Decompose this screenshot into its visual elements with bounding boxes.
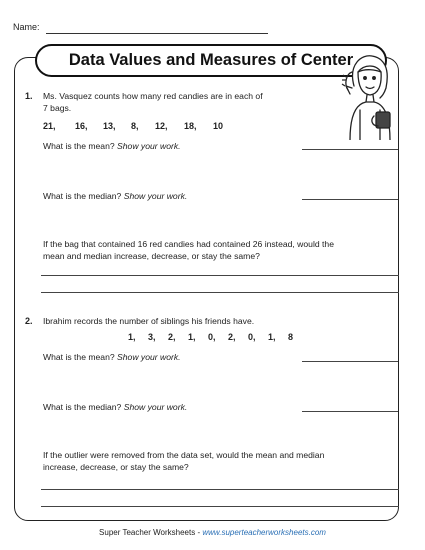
footer-link[interactable]: www.superteacherworksheets.com [202, 528, 326, 537]
q2-data-value: 0, [248, 332, 256, 342]
q1-prompt-line1: Ms. Vasquez counts how many red candies are in each of [43, 91, 263, 101]
q2-data-value: 0, [208, 332, 216, 342]
q1-followup-line1: If the bag that contained 16 red candies had contained 26 instead, would the [43, 239, 334, 249]
q2-mean-question [43, 351, 181, 363]
q1-followup-line2: mean and median increase, decrease, or stay the same? [43, 251, 260, 261]
q2-median-answer-line[interactable] [302, 411, 398, 412]
q2-mean-text: What is the mean? [43, 352, 115, 362]
q2-median-text: What is the median? [43, 402, 122, 412]
footer [0, 528, 425, 537]
q1-data-value: 16, [75, 121, 88, 131]
q2-data-value: 1, [128, 332, 136, 342]
q1-median-show-work: Show your work. [123, 191, 188, 201]
q2-followup-answer-line[interactable] [41, 489, 399, 490]
q1-prompt [43, 90, 313, 114]
q2-data-value: 1, [188, 332, 196, 342]
q2-number: 2. [25, 316, 33, 326]
q1-data-values [43, 121, 273, 131]
q1-median-text: What is the median? [43, 191, 122, 201]
q1-followup-answer-line[interactable] [41, 275, 399, 276]
q2-followup-line1: If the outlier were removed from the data set, would the mean and median [43, 450, 325, 460]
footer-brand: Super Teacher Worksheets [99, 528, 196, 537]
q2-median-question [43, 401, 187, 413]
q2-mean-show-work: Show your work. [117, 352, 181, 362]
q1-data-value: 13, [103, 121, 116, 131]
q2-followup-line2: increase, decrease, or stay the same? [43, 462, 189, 472]
q1-number: 1. [25, 91, 33, 101]
q2-followup-answer-line[interactable] [41, 506, 399, 507]
title-banner [35, 44, 387, 77]
q1-median-question [43, 190, 187, 202]
q2-data-value: 1, [268, 332, 276, 342]
name-field[interactable] [46, 33, 268, 34]
q2-mean-answer-line[interactable] [302, 361, 398, 362]
girl-with-candy-illustration [340, 50, 400, 140]
q1-mean-question [43, 140, 181, 152]
q1-median-answer-line[interactable] [302, 199, 398, 200]
q2-data-value: 2, [228, 332, 236, 342]
q1-data-value: 10 [213, 121, 224, 131]
q1-data-value: 18, [184, 121, 197, 131]
q2-prompt: Ibrahim records the number of siblings his friends have. [43, 316, 255, 326]
q1-mean-answer-line[interactable] [302, 149, 398, 150]
q2-data-value: 3, [148, 332, 156, 342]
q1-data-value: 12, [155, 121, 168, 131]
q1-mean-show-work: Show your work. [117, 141, 181, 151]
q2-followup [43, 449, 393, 473]
q1-data-value: 21, [43, 121, 56, 131]
q1-prompt-line2: 7 bags. [43, 103, 72, 113]
footer-separator: - [195, 528, 203, 537]
q1-followup-answer-line[interactable] [41, 292, 399, 293]
q2-median-show-work: Show your work. [123, 402, 188, 412]
q1-data-value: 8, [131, 121, 139, 131]
q2-data-values [128, 332, 328, 342]
name-label: Name: [13, 22, 40, 32]
q1-followup [43, 238, 393, 262]
q2-data-value: 8 [288, 332, 294, 342]
q2-data-value: 2, [168, 332, 176, 342]
page-title: Data Values and Measures of Center [68, 51, 354, 69]
q1-mean-text: What is the mean? [43, 141, 115, 151]
